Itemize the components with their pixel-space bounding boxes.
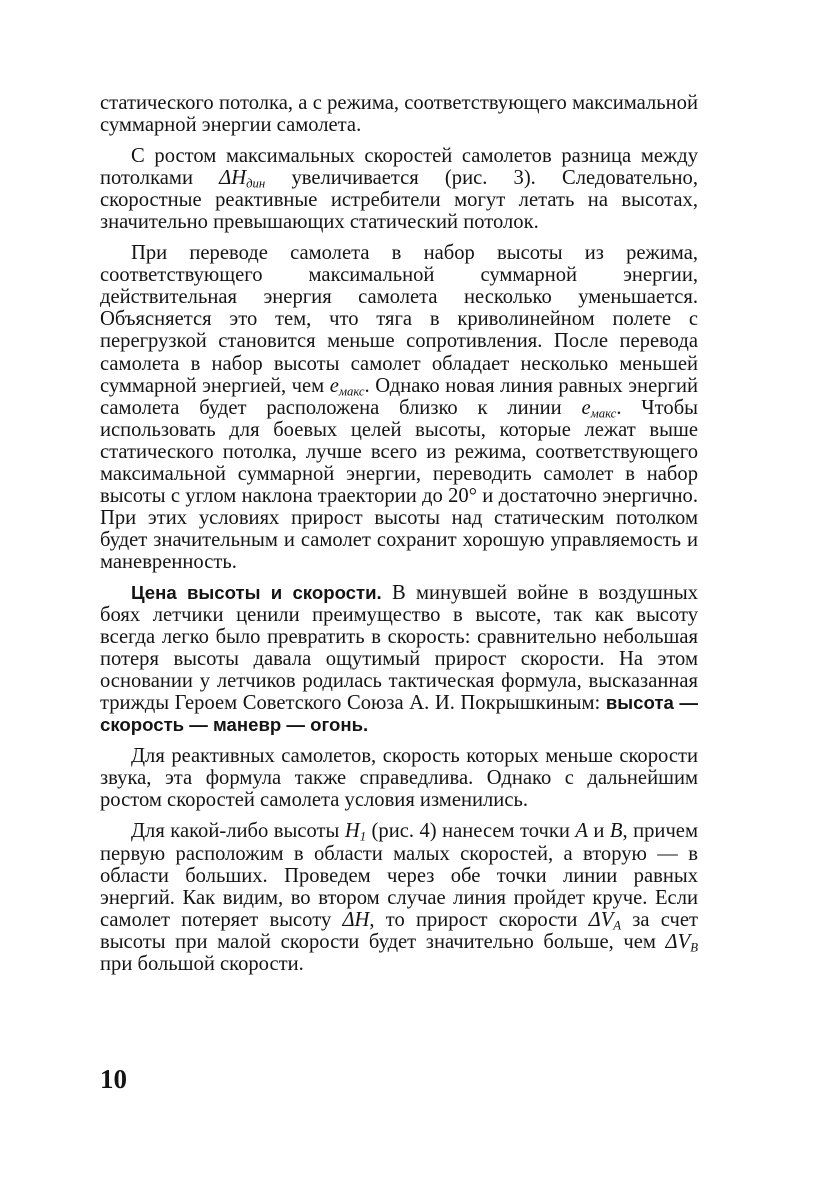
max-subscript: макс bbox=[338, 384, 365, 399]
paragraph-5-text: Для реактивных самолетов, скорость которых меньше скорости звука, эта формула также справедлива. Однако с дальнейшим ростом скоростей самолета условия изменились. bbox=[100, 745, 698, 812]
paragraph-3 bbox=[100, 242, 698, 573]
paragraph-3-text-mid: . Однако новая линия равных энергий самолета будет расположена близко к линии bbox=[100, 374, 698, 419]
e-letter: e bbox=[329, 374, 339, 397]
dyn-subscript: дин bbox=[246, 176, 266, 191]
paragraph-1-text: статического потолка, а с режима, соответствующего максимальной суммарной энергии самолета. bbox=[100, 92, 698, 137]
paragraph-6-text-5: , то прирост скорости bbox=[369, 908, 589, 931]
max-subscript-2: макс bbox=[590, 406, 617, 421]
paragraph-2-text: С ростом максимальных скоростей самолетов разница между потолками bbox=[100, 145, 698, 190]
h1-symbol bbox=[344, 820, 367, 845]
delta-vb-symbol bbox=[666, 931, 698, 953]
paragraph-1 bbox=[100, 92, 698, 136]
paragraph-2 bbox=[100, 145, 698, 233]
e-max-symbol-2 bbox=[582, 397, 617, 419]
paragraph-6-text-2: (рис. 4) нанесем точки bbox=[366, 820, 576, 843]
delta-h-symbol: ΔH bbox=[342, 908, 370, 931]
page-text bbox=[100, 92, 698, 975]
tactical-formula: высота — скорость — маневр — огонь. bbox=[100, 692, 698, 736]
a-subscript: A bbox=[613, 918, 622, 933]
point-a-symbol: A bbox=[575, 820, 588, 843]
h-letter: H bbox=[344, 820, 360, 843]
point-b-symbol: B bbox=[609, 820, 623, 843]
section-heading: Цена высоты и скорости. bbox=[131, 581, 382, 603]
paragraph-6-text-6: за счет высоты при малой скорости будет значительно больше, чем bbox=[100, 908, 698, 953]
b-subscript: B bbox=[690, 940, 698, 955]
paragraph-5 bbox=[100, 745, 698, 811]
paragraph-4-text: В минувшей войне в воздушных боях летчики ценили преимущество в высоте, так как высоту всегда легко было превратить в скорость: сравнительно небольшая потеря высоты давала ощутимый прирост скорости. На этом основании у летчиков родилась тактическая формула, высказанная трижды Героем Советского Союза А. И. Покрышкиным: bbox=[100, 581, 698, 715]
delta-h-letter: ΔH bbox=[219, 167, 247, 190]
paragraph-6-text-4: , причем первую расположим в области малых скоростей, а вторую — в области больших. Проведем через обе точки линии равных энергий. Как видим, во втором случае линия пройдет круче. Если самолет потеряет высоту bbox=[100, 820, 698, 931]
delta-v-letter: ΔV bbox=[588, 908, 614, 931]
delta-h-dyn-symbol bbox=[219, 167, 265, 189]
paragraph-6-text: Для какой-либо высоты bbox=[131, 820, 345, 843]
paragraph-2-text-end: увеличивается (рис. 3). Следовательно, скоростные реактивные истребители могут летать на высотах, значительно превышающих статический потолок. bbox=[100, 167, 698, 234]
paragraph-3-text-end: . Чтобы использовать для боевых целей высоты, которые лежат выше статического потолка, лучше всего из режима, соответствующего максимальной суммарной энергии, переводить самолет в набор высоты с углом наклона траектории до 20° и достаточно энергично. При этих условиях прирост высоты над статическим потолком будет значительным и самолет сохранит хорошую управляемость и маневренность. bbox=[100, 396, 699, 573]
delta-va-symbol bbox=[589, 909, 621, 931]
paragraph-6-text-3: и bbox=[587, 820, 610, 843]
page-number: 10 bbox=[100, 1064, 127, 1094]
paragraph-6 bbox=[100, 820, 698, 974]
delta-v-letter-2: ΔV bbox=[665, 930, 691, 953]
paragraph-3-text: При переводе самолета в набор высоты из режима, соответствующего максимальной суммарной энергии, действительная энергия самолета несколько уменьшается. Объясняется это тем, что тяга в криволинейном полете с перегрузкой становится меньше сопротивления. После перевода самолета в набор высоты самолет обладает несколько меньшей суммарной энергией, чем bbox=[100, 242, 698, 397]
e-letter-2: e bbox=[581, 396, 591, 419]
h1-subscript: 1 bbox=[359, 830, 367, 845]
paragraph-4 bbox=[100, 582, 698, 736]
paragraph-6-text-end: при большой скорости. bbox=[100, 952, 304, 975]
e-max-symbol bbox=[330, 375, 365, 397]
